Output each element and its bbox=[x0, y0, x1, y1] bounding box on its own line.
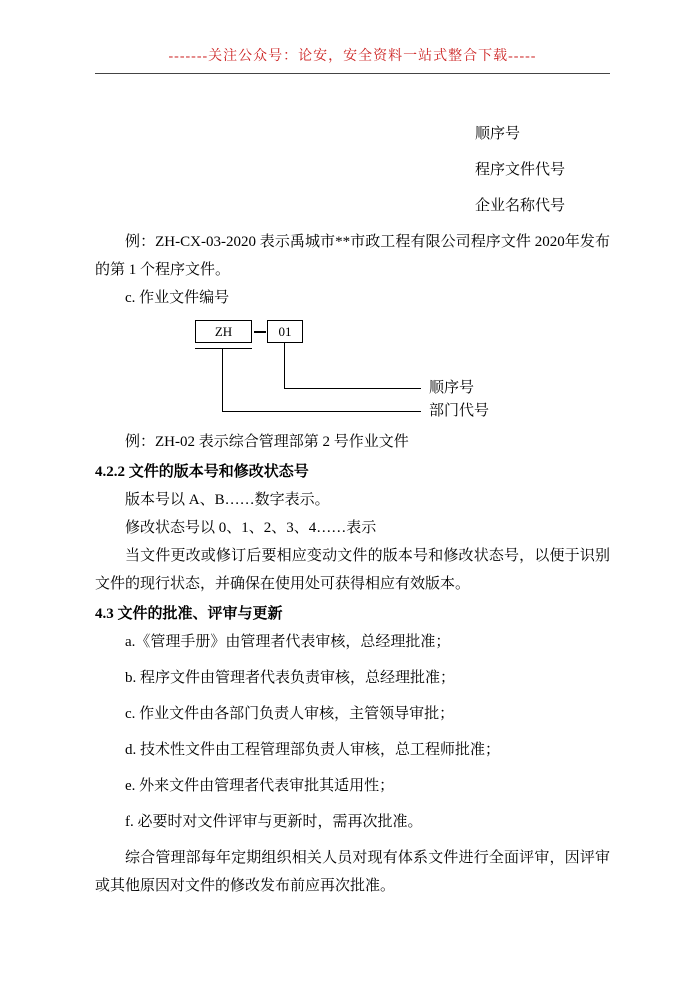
approval-item: f. 必要时对文件评审与更新时，需再次批准。 bbox=[125, 814, 423, 830]
approval-item: c. 作业文件由各部门负责人审核，主管领导审批； bbox=[125, 706, 455, 722]
approval-item: a.《管理手册》由管理者代表审核，总经理批准； bbox=[125, 634, 451, 650]
label-procedure-file-code: 程序文件代号 bbox=[475, 162, 566, 178]
diagram-dash-separator bbox=[254, 331, 266, 333]
approval-item: b. 程序文件由管理者代表负责审核，总经理批准； bbox=[125, 670, 456, 686]
diagram-connector-line bbox=[284, 388, 421, 389]
label-sequence-number: 顺序号 bbox=[475, 126, 521, 142]
approval-list bbox=[95, 628, 610, 836]
approval-item: d. 技术性文件由工程管理部负责人审核，总工程师批准； bbox=[125, 742, 501, 758]
diagram-connector-line bbox=[222, 349, 223, 411]
header-notice: -------关注公众号：论安，安全资料一站式整合下载----- bbox=[95, 45, 610, 74]
diagram-label-sequence: 顺序号 bbox=[429, 380, 475, 396]
example-procedure-paragraph: 例：ZH-CX-03-2020 表示禹城市**市政工程有限公司程序文件 2020年发布的第 1 个程序文件。 bbox=[95, 234, 610, 278]
example-work-file-paragraph: 例：ZH-02 表示综合管理部第 2 号作业文件 bbox=[125, 434, 409, 450]
diagram-underline bbox=[195, 348, 252, 349]
label-company-name-code: 企业名称代号 bbox=[475, 198, 566, 214]
diagram-connector-line bbox=[284, 343, 285, 388]
change-paragraph: 当文件更改或修订后要相应变动文件的版本号和修改状态号，以便于识别文件的现行状态，并确保在使用处可获得相应有效版本。 bbox=[95, 548, 610, 592]
version-note: 版本号以 A、B……数字表示。 bbox=[125, 492, 330, 508]
diagram-label-department: 部门代号 bbox=[429, 403, 490, 419]
review-paragraph: 综合管理部每年定期组织相关人员对现有体系文件进行全面评审，因评审或其他原因对文件的修改发布前应再次批准。 bbox=[95, 850, 610, 894]
diagram-box-sequence-number: 01 bbox=[267, 320, 303, 343]
code-labels-block bbox=[475, 120, 610, 220]
section-heading-4-3: 4.3 文件的批准、评审与更新 bbox=[95, 606, 283, 622]
section-heading-4-2-2: 4.2.2 文件的版本号和修改状态号 bbox=[95, 464, 309, 480]
item-c-heading: c. 作业文件编号 bbox=[125, 290, 230, 306]
approval-item: e. 外来文件由管理者代表审批其适用性； bbox=[125, 778, 395, 794]
diagram-connector-line bbox=[222, 411, 421, 412]
numbering-diagram bbox=[95, 320, 610, 420]
diagram-box-department-code: ZH bbox=[195, 320, 252, 343]
revision-state-note: 修改状态号以 0、1、2、3、4……表示 bbox=[125, 520, 377, 536]
